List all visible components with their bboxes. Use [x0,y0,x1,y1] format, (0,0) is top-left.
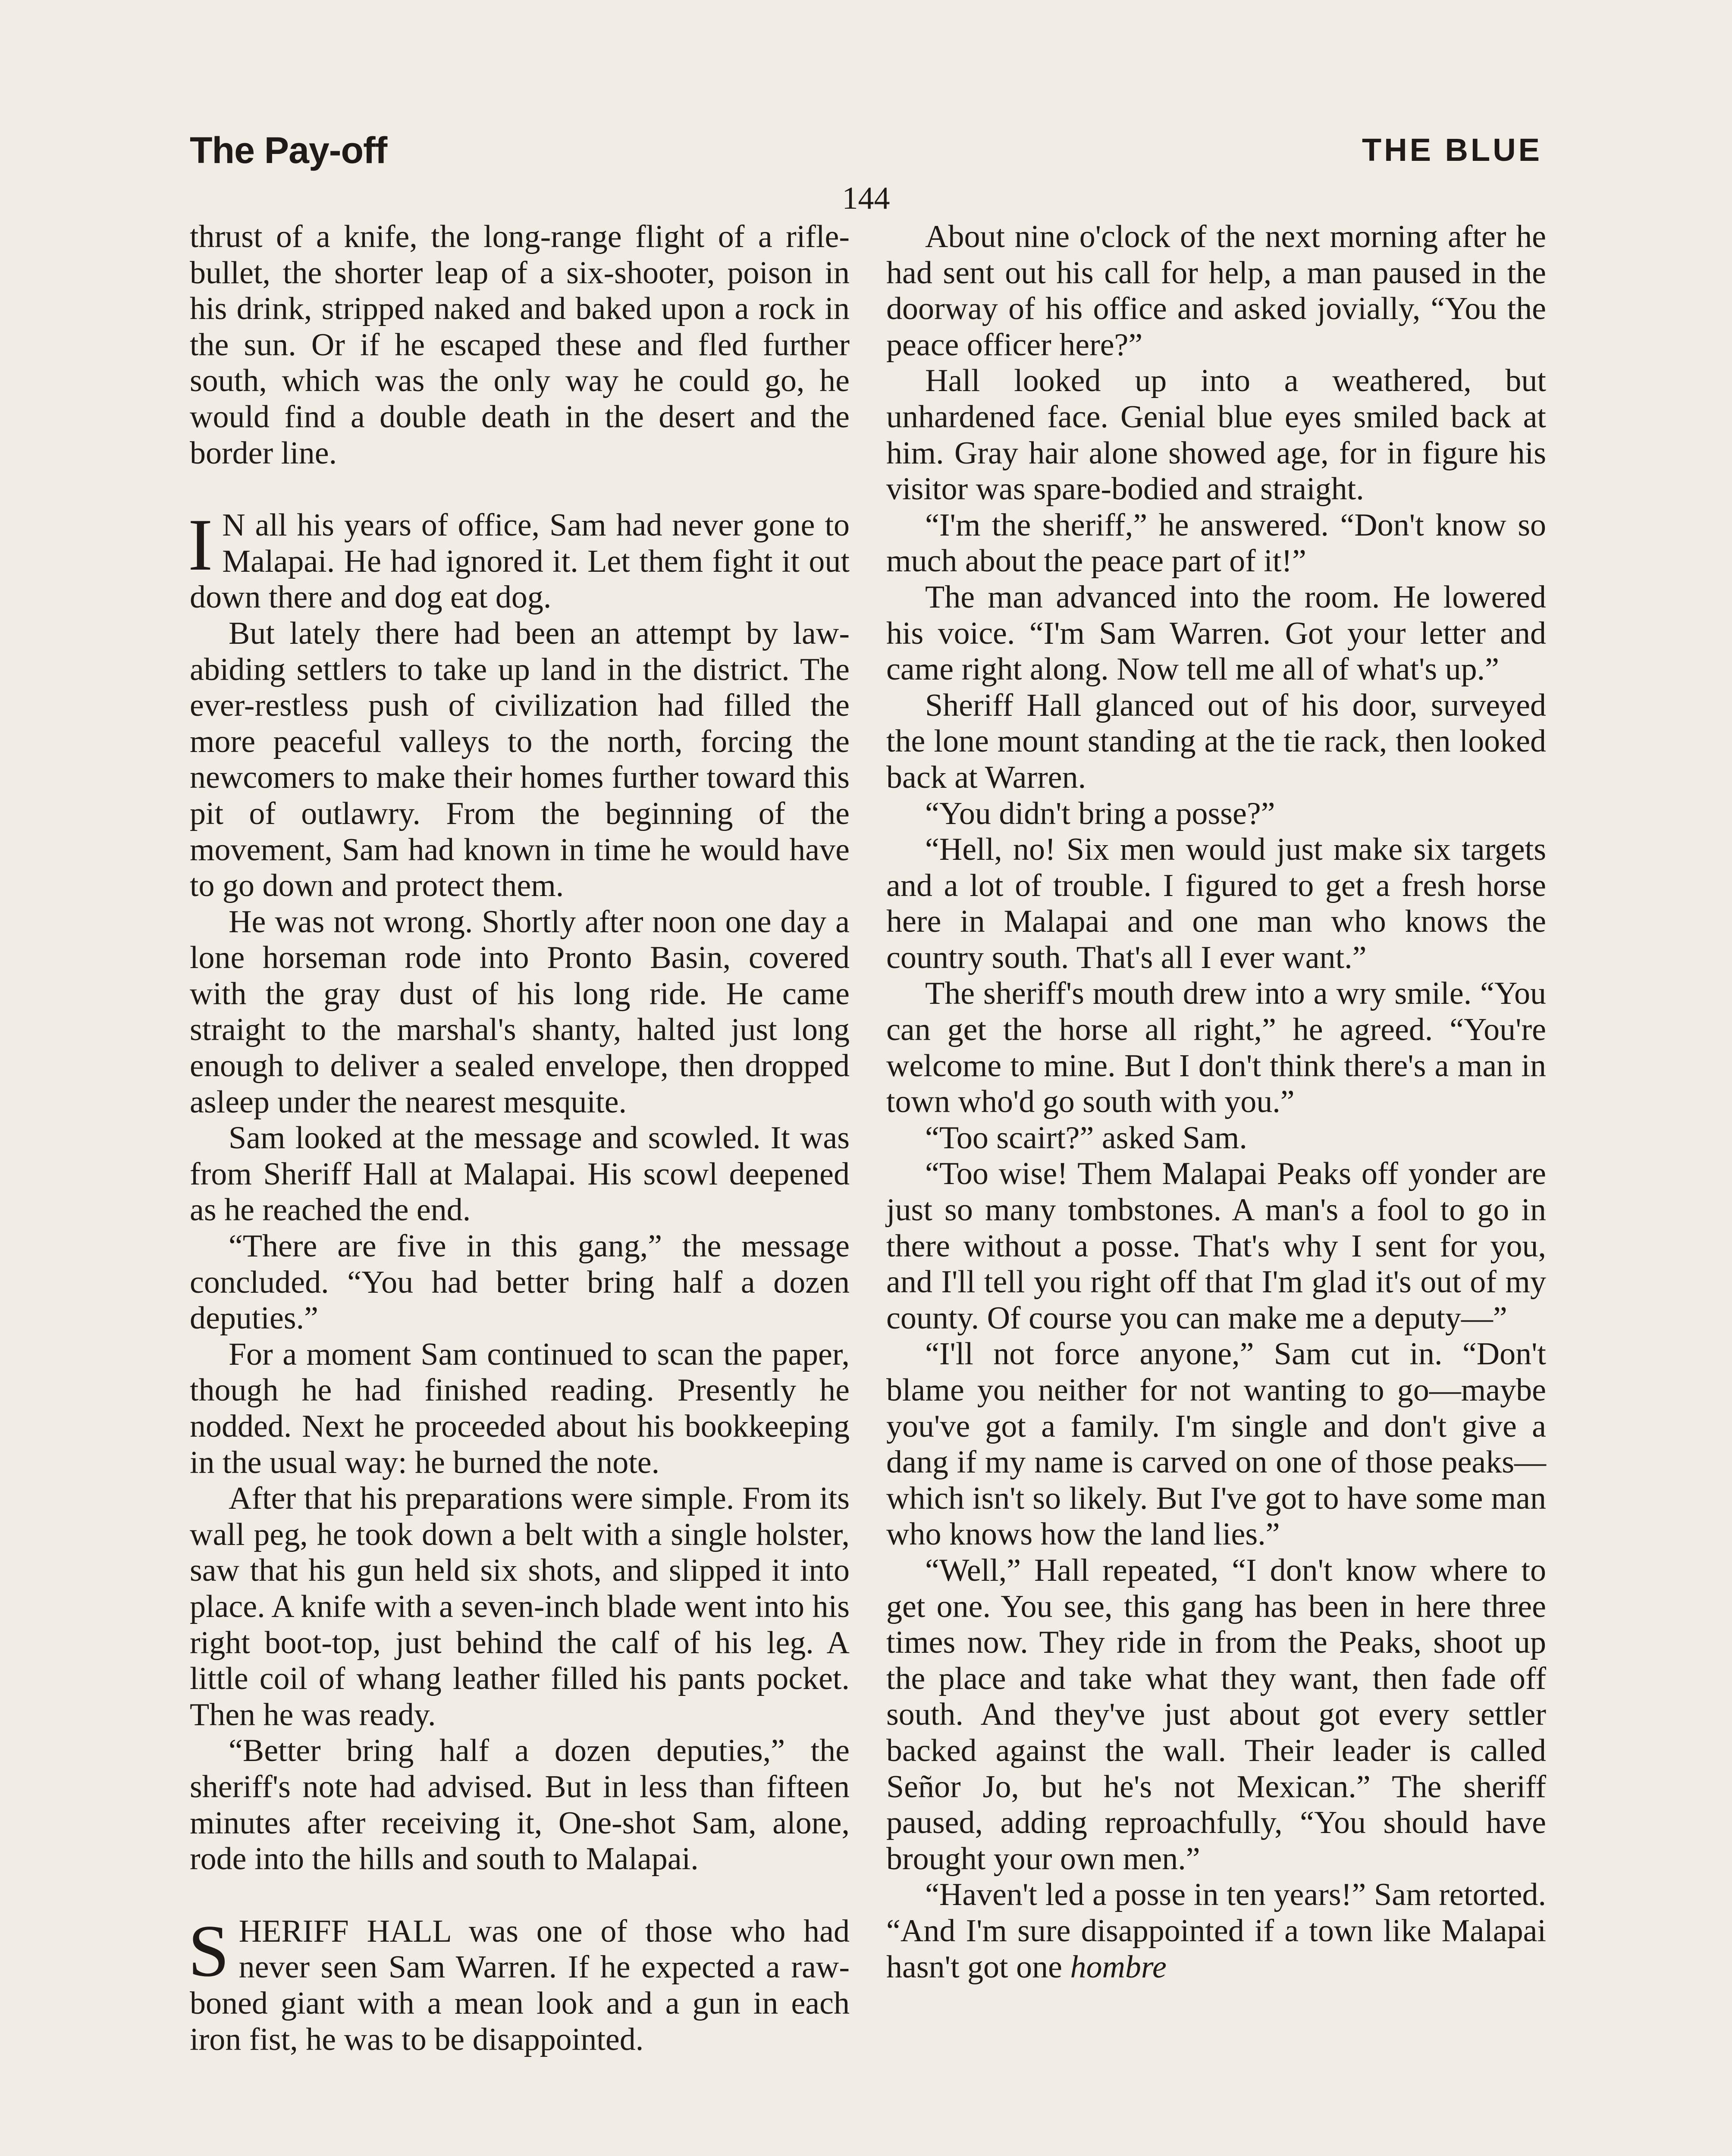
right-column [886,219,1546,1985]
paragraph-text: N all his years of office, Sam had never gone to Malapai. He had ignored it. Let them fight it out down there and dog eat dog. [190,508,850,615]
paragraph-continued [886,1877,1546,1985]
paragraph-section-start [188,504,850,616]
paragraph-section-start [188,1910,850,2058]
drop-cap: S [188,1910,229,1992]
page-number: 144 [842,181,890,216]
paragraph: The man advanced into the room. He lowered his voice. “I'm Sam Warren. Got your letter and came right along. Now tell me all of what's up.” [886,579,1546,687]
paragraph: He was not wrong. Shortly after noon one day a lone horseman rode into Pronto Basin, covered with the gray dust of his long ride. He came straight to the marshal's shanty, halted just long enough to deliver a sealed envelope, then dropped asleep under the nearest mesquite. [190,904,850,1120]
paragraph: For a moment Sam continued to scan the paper, though he had finished reading. Presently he nodded. Next he proceeded about his bookkeeping in the usual way: he burned the note. [190,1336,850,1480]
left-column [190,219,850,2058]
paragraph: After that his preparations were simple. From its wall peg, he took down a belt with a single holster, saw that his gun held six shots, and slipped it into place. A knife with a seven-inch blade went into his right boot-top, just behind the calf of his leg. A little coil of whang leather filled his pants pocket. Then he was ready. [190,1481,850,1733]
paragraph-text: HERIFF HALL was one of those who had never seen Sam Warren. If he expected a raw-boned giant with a mean look and a gun in each iron fist, he was to be disappointed. [190,1913,850,2057]
paragraph: The sheriff's mouth drew into a wry smile. “You can get the horse all right,” he agreed. “You're welcome to mine. But I don't think there's a man in town who'd go south with you.” [886,976,1546,1120]
magazine-title: THE BLUE [1362,132,1542,168]
paragraph: “I'm the sheriff,” he answered. “Don't know so much about the peace part of it!” [886,507,1546,579]
paragraph: thrust of a knife, the long-range flight of a rifle-bullet, the shorter leap of a six-shooter, poison in his drink, stripped naked and baked upon a rock in the sun. Or if he escaped these and fled further south, which was the only way he could go, he would find a double death in the desert and the border line. [190,219,850,471]
paragraph: “I'll not force anyone,” Sam cut in. “Don't blame you neither for not wanting to go—maybe you've got a family. I'm single and don't give a dang if my name is carved on one of those peaks—which isn't so likely. But I've got to have some man who knows how the land lies.” [886,1336,1546,1552]
paragraph: Hall looked up into a weathered, but unhardened face. Genial blue eyes smiled back at him. Gray hair alone showed age, for in figure his visitor was spare-bodied and straight. [886,363,1546,507]
drop-cap: I [188,504,213,586]
paragraph: “Too wise! Them Malapai Peaks off yonder are just so many tombstones. A man's a fool to go in there without a posse. That's why I sent for you, and I'll tell you right off that I'm glad it's out of my county. Of course you can make me a deputy—” [886,1156,1546,1336]
paragraph: “Hell, no! Six men would just make six targets and a lot of trouble. I figured to get a fresh horse here in Malapai and one man who knows the country south. That's all I ever want.” [886,832,1546,975]
paragraph: Sheriff Hall glanced out of his door, surveyed the lone mount standing at the tie rack, then looked back at Warren. [886,687,1546,795]
paragraph: “Better bring half a dozen deputies,” the sheriff's note had advised. But in less than fifteen minutes after receiving it, One-shot Sam, alone, rode into the hills and south to Malapai. [190,1733,850,1877]
paragraph: About nine o'clock of the next morning after he had sent out his call for help, a man paused in the doorway of his office and asked jovially, “You the peace officer here?” [886,219,1546,363]
story-title: The Pay-off [190,130,387,171]
paragraph: But lately there had been an attempt by law-abiding settlers to take up land in the district. The ever-restless push of civilization had filled the more peaceful valleys to the north, forcing the newcomers to make their homes further toward this pit of outlawry. From the beginning of the movement, Sam had known in time he would have to go down and protect them. [190,615,850,904]
paragraph: “You didn't bring a posse?” [925,796,1275,831]
paragraph: “Too scairt?” asked Sam. [925,1120,1247,1156]
paragraph: “Well,” Hall repeated, “I don't know where to get one. You see, this gang has been in here three times now. They ride in from the Peaks, shoot up the place and take what they want, then fade off south. And they've just about got every settler backed against the wall. Their leader is called Señor Jo, but he's not Mexican.” The sheriff paused, adding reproachfully, “You should have brought your own men.” [886,1552,1546,1877]
paragraph: “There are five in this gang,” the message concluded. “You had better bring half a dozen deputies.” [190,1228,850,1336]
italic-word: hombre [1070,1949,1167,1985]
paragraph: Sam looked at the message and scowled. It was from Sheriff Hall at Malapai. His scowl deepened as he reached the end. [190,1120,850,1228]
paragraph-text: “Haven't led a posse in ten years!” Sam retorted. “And I'm sure disappointed if a town like Malapai hasn't got one [886,1877,1546,1985]
